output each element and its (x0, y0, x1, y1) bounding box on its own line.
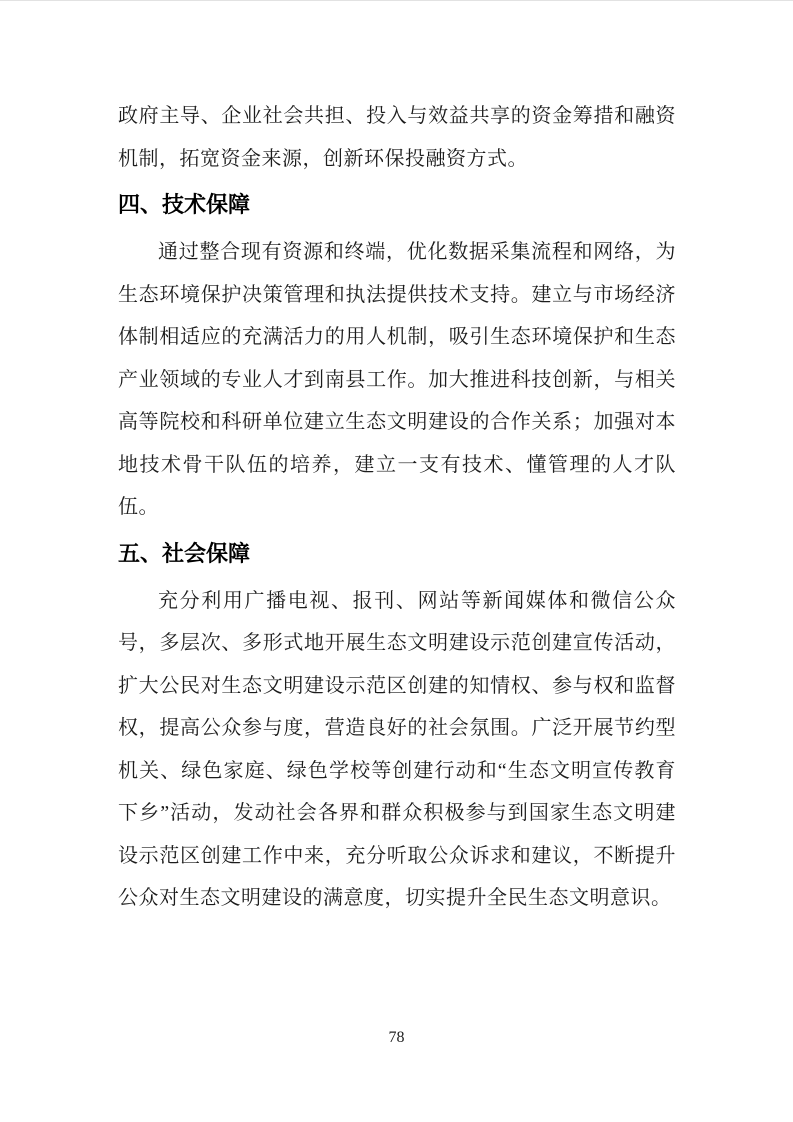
page-number: 78 (388, 1029, 405, 1046)
page-footer (0, 1029, 793, 1047)
intro-paragraph: 政府主导、企业社会共担、投入与效益共享的资金筹措和融资机制，拓宽资金来源，创新环保投融资方式。 (118, 105, 676, 170)
technical-support-paragraph: 通过整合现有资源和终端，优化数据采集流程和网络，为生态环境保护决策管理和执法提供技术支持。建立与市场经济体制相适应的充满活力的用人机制，吸引生态环境保护和生态产业领域的专业人才到南县工作。加大推进科技创新，与相关高等院校和科研单位建立生态文明建设的合作关系；加强对本地技术骨干队伍的培养，建立一支有技术、懂管理的人才队伍。 (118, 241, 676, 518)
document-content (118, 95, 676, 920)
section-heading-social-support: 五、社会保障 (118, 540, 251, 566)
section-heading-technical-support: 四、技术保障 (118, 192, 251, 217)
social-support-paragraph: 充分利用广播电视、报刊、网站等新闻媒体和微信公众号，多层次、多形式地开展生态文明建设示范创建宣传活动，扩大公民对生态文明建设示范区创建的知情权、参与权和监督权，提高公众参与度，营造良好的社会氛围。广泛开展节约型机关、绿色家庭、绿色学校等创建行动和“生态文明宣传教育下乡”活动，发动社会各界和群众积极参与到国家生态文明建设示范区创建工作中来，充分听取公众诉求和建议，不断提升公众对生态文明建设的满意度，切实提升全民生态文明意识。 (118, 589, 676, 909)
